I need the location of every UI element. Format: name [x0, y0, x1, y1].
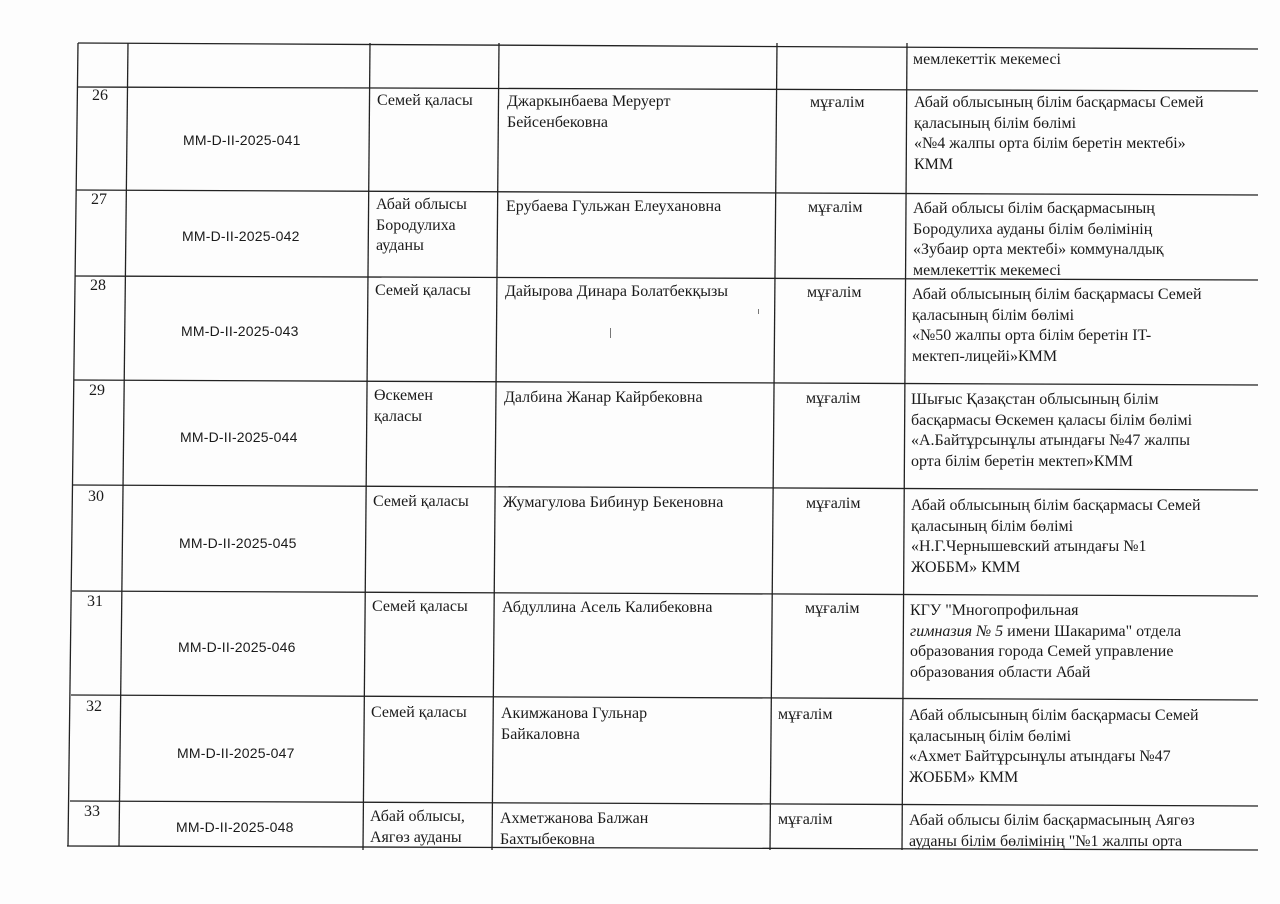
table-cell-organization: мемлекеттік мекемесі — [913, 51, 1061, 68]
table-cell-organization — [910, 601, 1181, 683]
table-cell-organization: Шығыс Қазақстан облысының білім басқармасы Өскемен қаласы білім бөлімі «А.Байтұрсынұлы атындағы №47 жалпы орта білім беретін мектеп»КММ — [911, 391, 1193, 470]
table-cell-code: MM-D-II-2025-041 — [183, 132, 301, 148]
table-cell-name: Ерубаева Гульжан Елеухановна — [506, 198, 722, 215]
table-cell-organization: Абай облысының білім басқармасы Семей қаласының білім бөлімі «Ахмет Байтұрсынұлы атындағы №47 ЖОББМ» КММ — [909, 707, 1199, 786]
table-cell-number: 31 — [87, 593, 103, 610]
table-cell-code: MM-D-II-2025-046 — [178, 639, 296, 655]
table-cell-name: Ахметжанова Балжан Бахтыбековна — [500, 810, 649, 848]
table-cell-position: мұғалім — [806, 495, 861, 512]
table-cell-location: Семей қаласы — [371, 704, 467, 721]
table-cell-position: мұғалім — [807, 284, 862, 301]
table-cell-name: Джаркынбаева Меруерт Бейсенбековна — [507, 93, 671, 131]
table-cell-number: 29 — [89, 382, 105, 399]
table-cell-number: 32 — [86, 698, 102, 715]
table-cell-organization: Абай облысының білім басқармасы Семей қаласының білім бөлімі «Н.Г.Чернышевский атындағы №1 ЖОББМ» КММ — [911, 497, 1201, 576]
table-cell-organization: Абай облысы білім басқармасының Бородулиха ауданы білім бөлімінің «Зубаир орта мектебі» коммуналдық мемлекеттік мекемесі — [913, 200, 1164, 279]
table-cell-code: MM-D-II-2025-042 — [182, 228, 300, 244]
table-cell-location: Семей қаласы — [375, 282, 471, 299]
table-cell-code: MM-D-II-2025-044 — [180, 429, 298, 445]
table-cell-organization: Абай облысы білім басқармасының Аягөз ауданы білім бөлімінің "№1 жалпы орта — [909, 812, 1195, 850]
scan-mark — [758, 309, 759, 314]
table-cell-organization: Абай облысының білім басқармасы Семей қаласының білім бөлімі «№4 жалпы орта білім беретін мектебі» КММ — [914, 94, 1204, 173]
organization-text: КГУ "Многопрофильная — [910, 602, 1079, 619]
table-cell-code: MM-D-II-2025-048 — [176, 819, 294, 835]
table-cell-number: 33 — [84, 803, 100, 820]
table-cell-name: Абдуллина Асель Калибековна — [502, 599, 713, 616]
table-cell-name: Жумагулова Бибинур Бекеновна — [503, 494, 724, 511]
table-cell-code: MM-D-II-2025-045 — [179, 535, 297, 551]
table-cell-location: Абай облысы, Аягөз ауданы — [370, 808, 465, 846]
scan-mark — [610, 328, 611, 338]
table-cell-position: мұғалім — [778, 811, 833, 828]
table-cell-code: MM-D-II-2025-047 — [177, 745, 295, 761]
table-cell-name: Дайырова Динара Болатбекқызы — [505, 283, 729, 300]
table-cell-position: мұғалім — [808, 199, 863, 216]
table-cell-position: мұғалім — [805, 600, 860, 617]
table-cell-position: мұғалім — [806, 390, 861, 407]
table-cell-number: 26 — [92, 87, 108, 104]
table-cell-location: Абай облысы Бородулиха ауданы — [376, 196, 467, 254]
table-cell-name: Далбина Жанар Кайрбековна — [504, 389, 703, 406]
table-cell-name: Акимжанова Гульнар Байкаловна — [501, 705, 648, 743]
table-cell-number: 30 — [88, 488, 104, 505]
table-cell-number: 28 — [90, 277, 106, 294]
table-cell-number: 27 — [91, 191, 107, 208]
organization-italic-text: гимназия № 5 — [910, 622, 1004, 640]
table-cell-location: Семей қаласы — [377, 92, 473, 109]
table-cell-location: Семей қаласы — [373, 493, 469, 510]
table-cell-code: MM-D-II-2025-043 — [181, 323, 299, 339]
organization-text: имени Шакарима" отдела образования города Семей управление образования области Абай — [910, 622, 1182, 681]
table-cell-position: мұғалім — [810, 94, 865, 111]
table-cell-location: Өскемен қаласы — [374, 387, 433, 425]
table-cell-organization: Абай облысының білім басқармасы Семей қаласының білім бөлімі «№50 жалпы орта білім беретін IT- мектеп-лицейі»КММ — [912, 286, 1202, 365]
table-cell-location: Семей қаласы — [372, 598, 468, 615]
table-cell-position: мұғалім — [778, 706, 833, 723]
